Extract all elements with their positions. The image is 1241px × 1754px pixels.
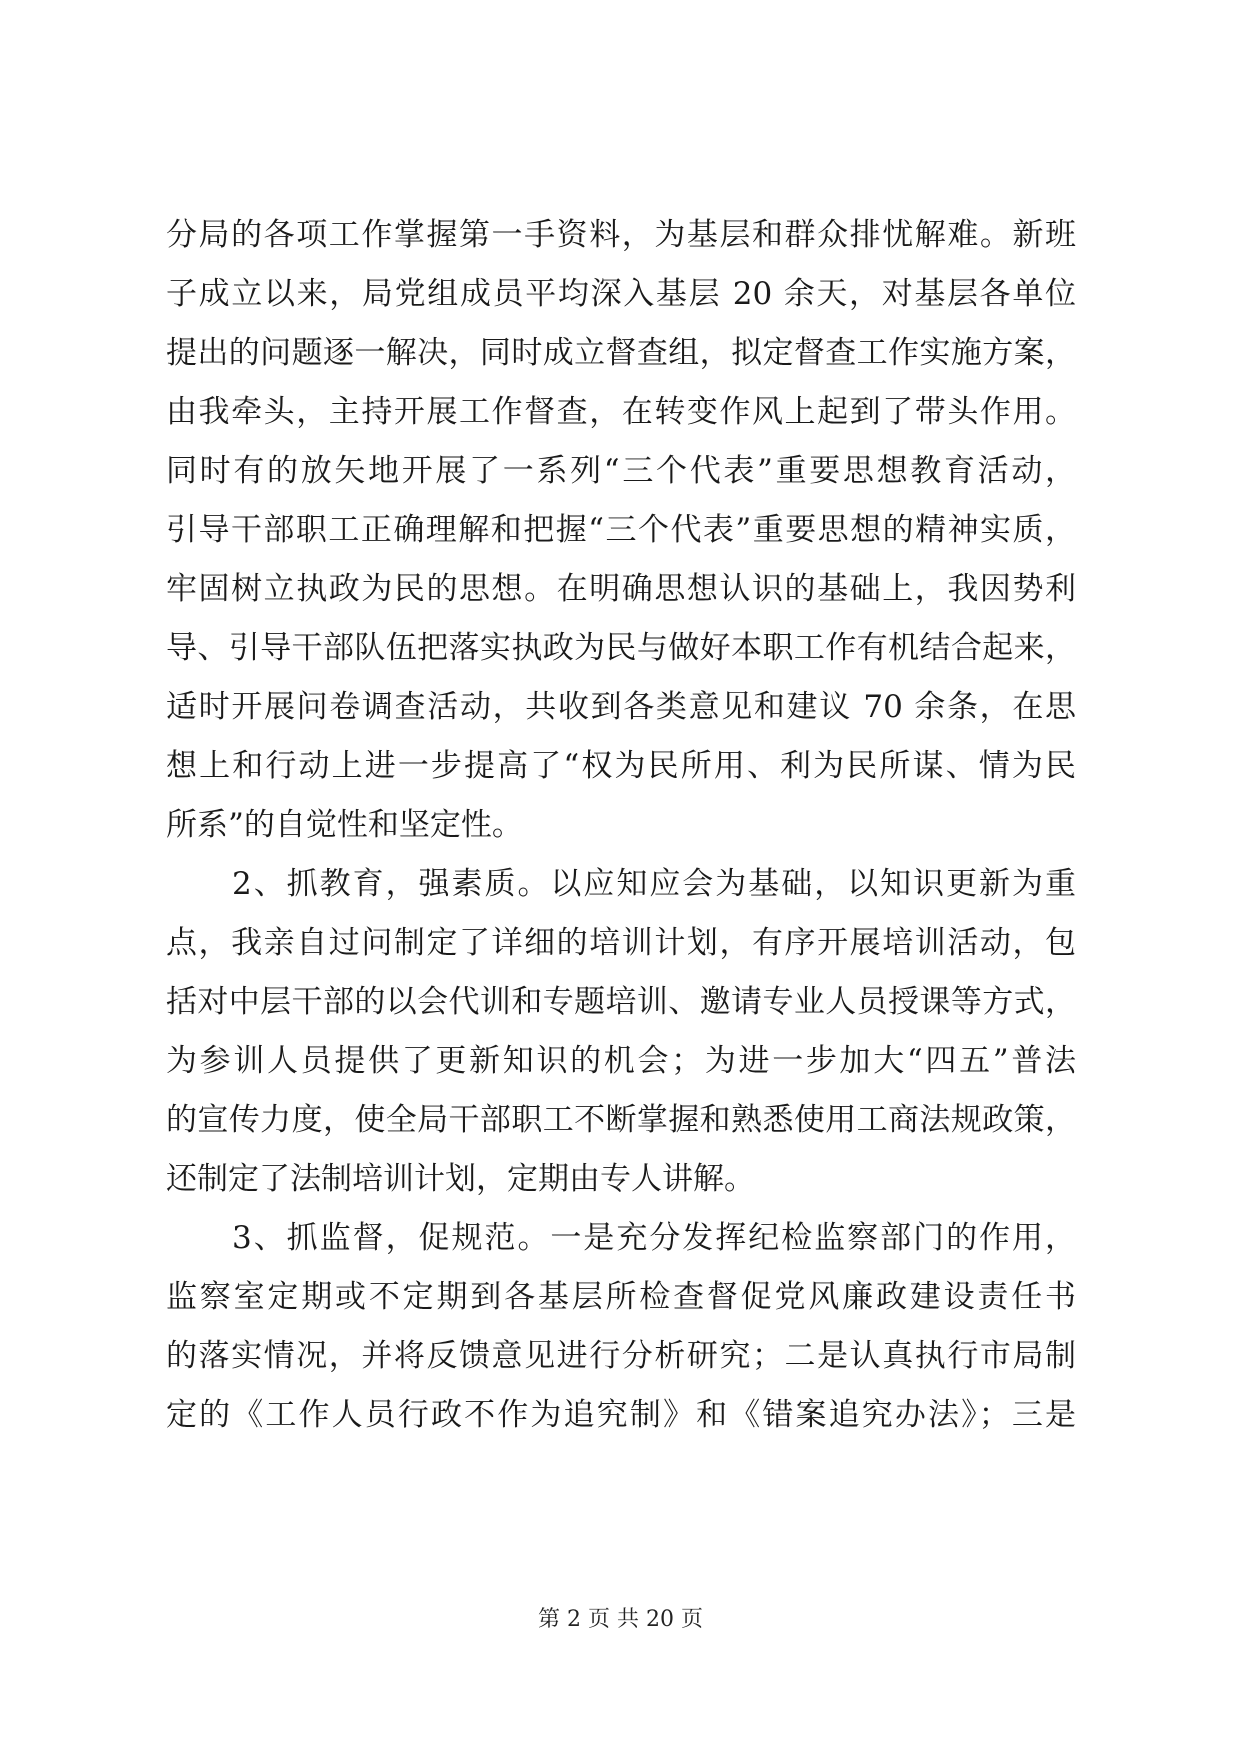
text-line: 点，我亲自过问制定了详细的培训计划，有序开展培训活动，包 (166, 925, 1076, 961)
text-line: 的落实情况，并将反馈意见进行分析研究；二是认真执行市局制 (166, 1338, 1076, 1374)
text-line: 子成立以来，局党组成员平均深入基层 20 余天，对基层各单位 (166, 276, 1076, 312)
text-line: 监察室定期或不定期到各基层所检查督促党风廉政建设责任书 (166, 1279, 1076, 1315)
text-line: 导、引导干部队伍把落实执政为民与做好本职工作有机结合起来， (166, 630, 1076, 666)
text-line: 所系”的自觉性和坚定性。 (166, 807, 523, 843)
text-line: 定的《工作人员行政不作为追究制》和《错案追究办法》；三是 (166, 1397, 1076, 1433)
text-line: 适时开展问卷调查活动，共收到各类意见和建议 70 余条，在思 (166, 689, 1076, 725)
text-line: 2、抓教育，强素质。以应知应会为基础，以知识更新为重 (232, 866, 1076, 902)
document-body (166, 206, 1076, 1445)
text-line: 牢固树立执政为民的思想。在明确思想认识的基础上，我因势利 (166, 571, 1076, 607)
page-footer: 第 2 页 共 20 页 (538, 1607, 703, 1632)
text-line: 还制定了法制培训计划，定期由专人讲解。 (166, 1161, 755, 1197)
text-line: 提出的问题逐一解决，同时成立督查组，拟定督查工作实施方案， (166, 335, 1076, 371)
text-line: 为参训人员提供了更新知识的机会；为进一步加大“四五”普法 (166, 1043, 1076, 1079)
text-line: 括对中层干部的以会代训和专题培训、邀请专业人员授课等方式， (166, 984, 1076, 1020)
text-line: 由我牵头，主持开展工作督查，在转变作风上起到了带头作用。 (166, 394, 1076, 430)
text-line: 想上和行动上进一步提高了“权为民所用、利为民所谋、情为民 (166, 748, 1076, 784)
text-line: 分局的各项工作掌握第一手资料，为基层和群众排忧解难。新班 (166, 217, 1076, 253)
text-line: 同时有的放矢地开展了一系列“三个代表”重要思想教育活动， (166, 453, 1076, 489)
text-line: 3、抓监督，促规范。一是充分发挥纪检监察部门的作用， (232, 1220, 1076, 1256)
text-line: 引导干部职工正确理解和把握“三个代表”重要思想的精神实质， (166, 512, 1076, 548)
text-line: 的宣传力度，使全局干部职工不断掌握和熟悉使用工商法规政策， (166, 1102, 1076, 1138)
